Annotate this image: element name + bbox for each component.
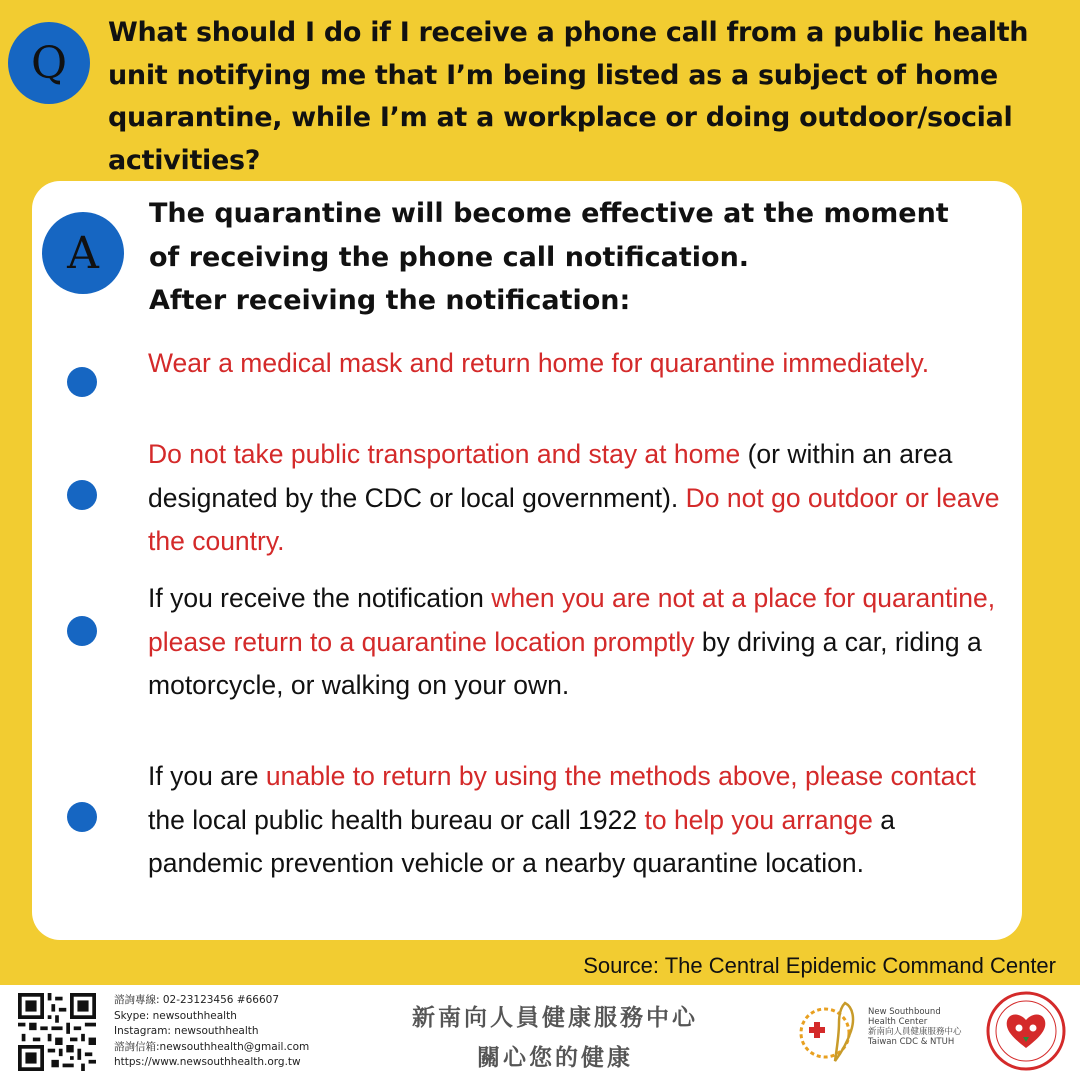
bullet-2-segment-3: Do not go outdoor or leave the country. xyxy=(148,482,1000,556)
qr-code-icon[interactable] xyxy=(18,993,96,1071)
bullet-dot-4 xyxy=(67,802,97,832)
bullet-3-segment-2: when you are not at a place for quarantine, please return to a quarantine location promptly xyxy=(148,583,996,657)
contact-phone: 諮詢專線: 02-23123456 #66607 xyxy=(114,994,280,1006)
contact-info xyxy=(114,993,374,1071)
bullet-1-segment-1: Wear a medical mask and return home for quarantine immediately. xyxy=(148,348,930,378)
contact-skype: Skype: newsouthhealth xyxy=(114,1009,237,1022)
bullet-item-1 xyxy=(148,342,1008,386)
bullet-4-segment-1: If you are xyxy=(148,761,266,791)
answer-heading xyxy=(149,192,1009,323)
footer-bar xyxy=(0,985,1080,1080)
bullet-3-segment-1: If you receive the notification xyxy=(148,583,492,613)
logo-text-line-1: New Southbound xyxy=(868,1007,941,1017)
bullet-dot-2 xyxy=(67,480,97,510)
new-southbound-logo-text xyxy=(868,1007,978,1047)
bullet-dot-3 xyxy=(67,616,97,646)
question-text: What should I do if I receive a phone call from a public health unit notifying me that I’m being listed as a subject of home quarantine, while I’m at a workplace or doing outdoor/social activities? xyxy=(108,17,1029,176)
contact-instagram: Instagram: newsouthhealth xyxy=(114,1025,259,1037)
question-badge: Q xyxy=(8,22,90,104)
center-slogan: 關心您的健康 xyxy=(477,1045,633,1071)
answer-line-1: The quarantine will become effective at the moment of receiving the phone call notification. xyxy=(149,198,949,273)
bullet-item-2 xyxy=(148,433,1008,564)
source-credit: Source: The Central Epidemic Command Center xyxy=(583,953,1056,978)
logo-text-line-3: 新南向人員健康服務中心 xyxy=(868,1027,962,1037)
answer-line-2: After receiving the notification: xyxy=(149,285,631,316)
logo-text-line-4: Taiwan CDC & NTUH xyxy=(868,1037,955,1047)
answer-badge: A xyxy=(42,212,124,294)
contact-website[interactable]: https://www.newsouthhealth.org.tw xyxy=(114,1056,301,1068)
center-name: 新南向人員健康服務中心 xyxy=(412,1005,698,1031)
bullet-4-segment-2: unable to return by using the methods above, please contact xyxy=(265,761,976,791)
bullet-4-segment-5: a pandemic prevention vehicle or a nearby quarantine location. xyxy=(148,804,895,878)
logo-text-line-2: Health Center xyxy=(868,1017,928,1027)
ntuh-family-medicine-seal-icon xyxy=(985,990,1067,1072)
bullet-4-segment-3: the local public health bureau or call 1922 xyxy=(148,804,645,835)
bullet-item-4 xyxy=(148,755,1008,886)
bullet-3-segment-3: by driving a car, riding a motorcycle, or walking on your own. xyxy=(148,626,982,700)
bullet-2-segment-1: Do not take public transportation and stay at home xyxy=(148,439,748,469)
contact-email[interactable]: 諮詢信箱:newsouthhealth@gmail.com xyxy=(114,1040,310,1053)
bullet-2-segment-2: (or within an area designated by the CDC or local government). xyxy=(148,439,953,513)
bullet-4-segment-4: to help you arrange xyxy=(644,804,873,835)
bullet-dot-1 xyxy=(67,367,97,397)
bullet-item-3 xyxy=(148,577,1008,708)
new-southbound-health-center-logo-icon xyxy=(795,995,873,1067)
